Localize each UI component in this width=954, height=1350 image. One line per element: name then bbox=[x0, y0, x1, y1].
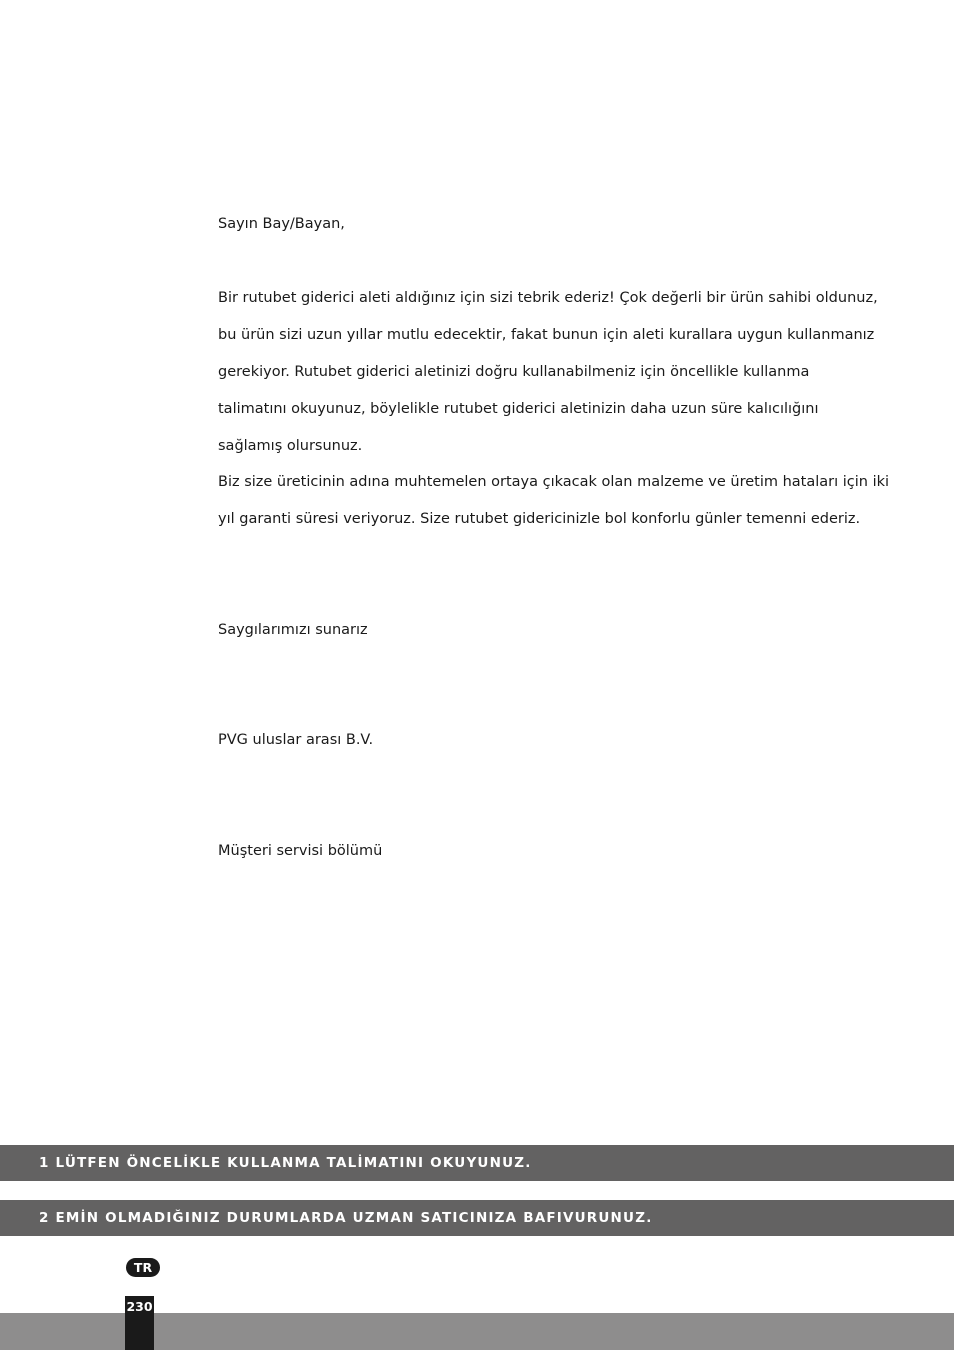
department: Müşteri servisi bölümü bbox=[218, 843, 383, 859]
paragraph-line: sağlamış olursunuz. bbox=[218, 438, 363, 454]
notice-band-read-manual: 1 LÜTFEN ÖNCELİKLE KULLANMA TALİMATINI OKUYUNUZ. bbox=[0, 1145, 954, 1181]
paragraph-line: Bir rutubet giderici aleti aldığınız için sizi tebrik ederiz! Çok değerli bir ürün sahibi oldunuz, bbox=[218, 290, 878, 306]
paragraph-line: bu ürün sizi uzun yıllar mutlu edecektir, fakat bunun için aleti kurallara uygun kullanmanız bbox=[218, 327, 875, 343]
closing: Saygılarımızı sunarız bbox=[218, 622, 368, 638]
paragraph-line: gerekiyor. Rutubet giderici aletinizi doğru kullanabilmeniz için öncellikle kullanma bbox=[218, 364, 810, 380]
salutation: Sayın Bay/Bayan, bbox=[218, 216, 345, 232]
paragraph-line: yıl garanti süresi veriyoruz. Size rutubet gidericinizle bol konforlu günler temenni ederiz. bbox=[218, 511, 861, 527]
company-name: PVG uluslar arası B.V. bbox=[218, 732, 374, 748]
page-number: 230 bbox=[125, 1296, 154, 1350]
notice-band-consult-dealer: 2 EMİN OLMADIĞINIZ DURUMLARDA UZMAN SATICINIZA BAFIVURUNUZ. bbox=[0, 1200, 954, 1236]
paragraph-line: Biz size üreticinin adına muhtemelen ortaya çıkacak olan malzeme ve üretim hataları için iki bbox=[218, 474, 890, 490]
language-badge: TR bbox=[126, 1258, 160, 1277]
paragraph-line: talimatını okuyunuz, böylelikle rutubet giderici aletinizin daha uzun süre kalıcılığını bbox=[218, 401, 819, 417]
